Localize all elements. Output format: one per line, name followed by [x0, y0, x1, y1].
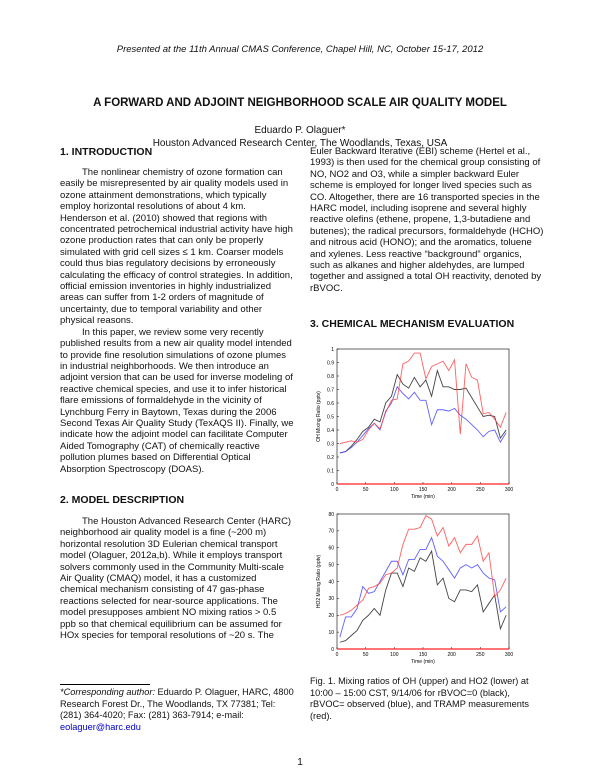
model-section [60, 494, 294, 641]
y-tick-label: 0.7 [327, 387, 334, 394]
paper-title: A FORWARD AND ADJOINT NEIGHBORHOOD SCALE AIR QUALITY MODEL [93, 97, 507, 109]
right-column-text [310, 146, 544, 294]
y-tick-label: 0.8 [327, 373, 334, 380]
y-tick-label: 0.2 [327, 454, 334, 461]
y-tick-label: 0.3 [327, 441, 334, 448]
footnote-label: *Corresponding author: [60, 687, 155, 697]
x-tick-label: 100 [390, 487, 399, 493]
y-tick-label: 0.6 [327, 400, 334, 407]
paragraph: The Houston Advanced Research Center (HARC) neighborhood air quality model is a fine (~200 m) horizontal resolution 3D Eulerian chemical transport model (Olaguer, 2012a,b). While it employs transport solvers commonly used in the Community Multi-scale Air Quality (CMAQ) model, it has a customized chemical mechanism consisting of 47 gas-phase reactions selected for near-source applications. The model presupposes ambient NO mixing ratios > 0.5 ppb so that chemical equilibrium can be assumed for HOx species for temporal resolutions of ~20 s. The [60, 516, 292, 642]
ho2-chart [310, 505, 530, 665]
x-tick-label: 150 [418, 652, 428, 658]
y-tick-label: 50 [328, 562, 334, 569]
x-tick-label: 250 [476, 487, 485, 493]
x-tick-label: 100 [390, 652, 399, 658]
section-heading: 2. MODEL DESCRIPTION [60, 494, 185, 506]
section-heading: 1. INTRODUCTION [60, 146, 153, 158]
x-tick-label: 0 [335, 652, 339, 658]
y-tick-label: 40 [328, 579, 334, 586]
intro-section [60, 146, 294, 475]
y-tick-label: 20 [328, 613, 334, 620]
y-tick-label: 1 [331, 346, 334, 353]
y-tick-label: 0 [331, 646, 334, 653]
footnote-text: Eduardo P. Olaguer, HARC, 4800 Research Forest Dr., The Woodlands, TX 77381; Tel: (281) 364-4020; Fax: (281) 363-7914; e-mail: [60, 687, 294, 720]
x-tick-label: 200 [447, 652, 456, 658]
y-axis-label: HO2 Mixing Ratio (pptv) [316, 554, 322, 609]
x-tick-label: 300 [504, 487, 514, 493]
conference-header: Presented at the 11th Annual CMAS Conference, Chapel Hill, NC, October 15-17, 2012 [116, 44, 484, 55]
x-tick-label: 50 [362, 487, 369, 493]
y-tick-label: 80 [328, 511, 334, 518]
paragraph: Euler Backward Iterative (EBI) scheme (Hertel et al., 1993) is then used for the chemical group consisting of NO, NO2 and O3, while a simpler backward Euler scheme is employed for longer lived species such as CO. Altogether, there are 16 transported species in the HARC model, including isoprene and several highly reactive olefins (ethene, propene, 1,3-butadiene and butenes); the radical precursors, formaldehyde (HCHO) and nitrous acid (HONO); and the aromatics, toluene and xylenes. Less reactive “background” organics, such as alkanes and higher aldehydes, are lumped together and assigned a total OH reactivity, denoted by rBVOC. [310, 146, 544, 294]
y-axis-label: OH Mixing Ratio (pptv) [316, 391, 322, 442]
y-tick-label: 60 [328, 545, 334, 552]
section-heading: 3. CHEMICAL MECHANISM EVALUATION [310, 318, 515, 330]
y-tick-label: 10 [328, 629, 334, 636]
y-tick-label: 0.9 [327, 360, 334, 367]
x-tick-label: 200 [447, 487, 456, 493]
x-tick-label: 0 [335, 487, 339, 493]
author: Eduardo P. Olaguer* [254, 125, 346, 136]
y-tick-label: 0.1 [327, 468, 334, 475]
email-link[interactable]: eolaguer@harc.edu [60, 721, 141, 732]
plot-frame [337, 514, 509, 649]
page-number: 1 [297, 757, 303, 768]
y-tick-label: 30 [328, 596, 334, 603]
footnote [60, 687, 294, 733]
x-tick-label: 300 [504, 652, 514, 658]
affiliation: Houston Advanced Research Center, The Woodlands, Texas, USA [152, 138, 448, 149]
paragraph: In this paper, we review some very recently published results from a new air quality model intended to provide fine resolution simulations of ozone plumes in industrial neighborhoods. We then introduce an adjoint version that can be used for inverse modeling of reactive chemical species, and use it to infer historical flare emissions of formaldehyde in the vicinity of Lynchburg Ferry in Baytown, Texas during the 2006 Second Texas Air Quality Study (TexAQS II). Finally, we indicate how the adjoint model can facilitate Computer Aided Tomography (CAT) of chemically reactive pollution plumes based on Differential Optical Absorption Spectroscopy (DOAS). [60, 326, 294, 475]
x-tick-label: 150 [418, 487, 428, 493]
x-tick-label: 50 [362, 652, 369, 658]
y-tick-label: 0 [331, 481, 334, 488]
oh-chart [310, 340, 530, 500]
x-axis-label: Time (min) [411, 494, 435, 500]
x-tick-label: 250 [476, 652, 485, 658]
y-tick-label: 70 [328, 528, 334, 535]
series-line-rbvoc-observed [340, 387, 506, 453]
y-tick-label: 0.5 [327, 414, 334, 421]
figure-caption: Fig. 1. Mixing ratios of OH (upper) and HO2 (lower) at 10:00 – 15:00 CST, 9/14/06 for rBVOC=0 (black), rBVOC= observed (blue), and TRAMP measurements (red). [310, 676, 529, 721]
x-axis-label: Time (min) [411, 659, 435, 665]
series-line-rbvoc-0 [340, 371, 506, 453]
y-tick-label: 0.4 [327, 427, 334, 434]
footnote-rule [60, 684, 150, 685]
paragraph: The nonlinear chemistry of ozone formation can easily be misrepresented by air quality models used in ozone attainment demonstrations, which typically employ horizontal resolutions of about 4 km. Henderson et al. (2010) showed that regions with concentrated petrochemical industrial activity have high ozone production rates that can only be properly simulated with grid cell sizes ≤ 1 km. Coarser models could thus bias regulatory decisions by erroneously calculating the efficacy of control strategies. In addition, official emission inventories in highly industrialized areas can suffer from 1-2 orders of magnitude of uncertainty, due to temporal variability and other physical reasons. [60, 167, 293, 327]
